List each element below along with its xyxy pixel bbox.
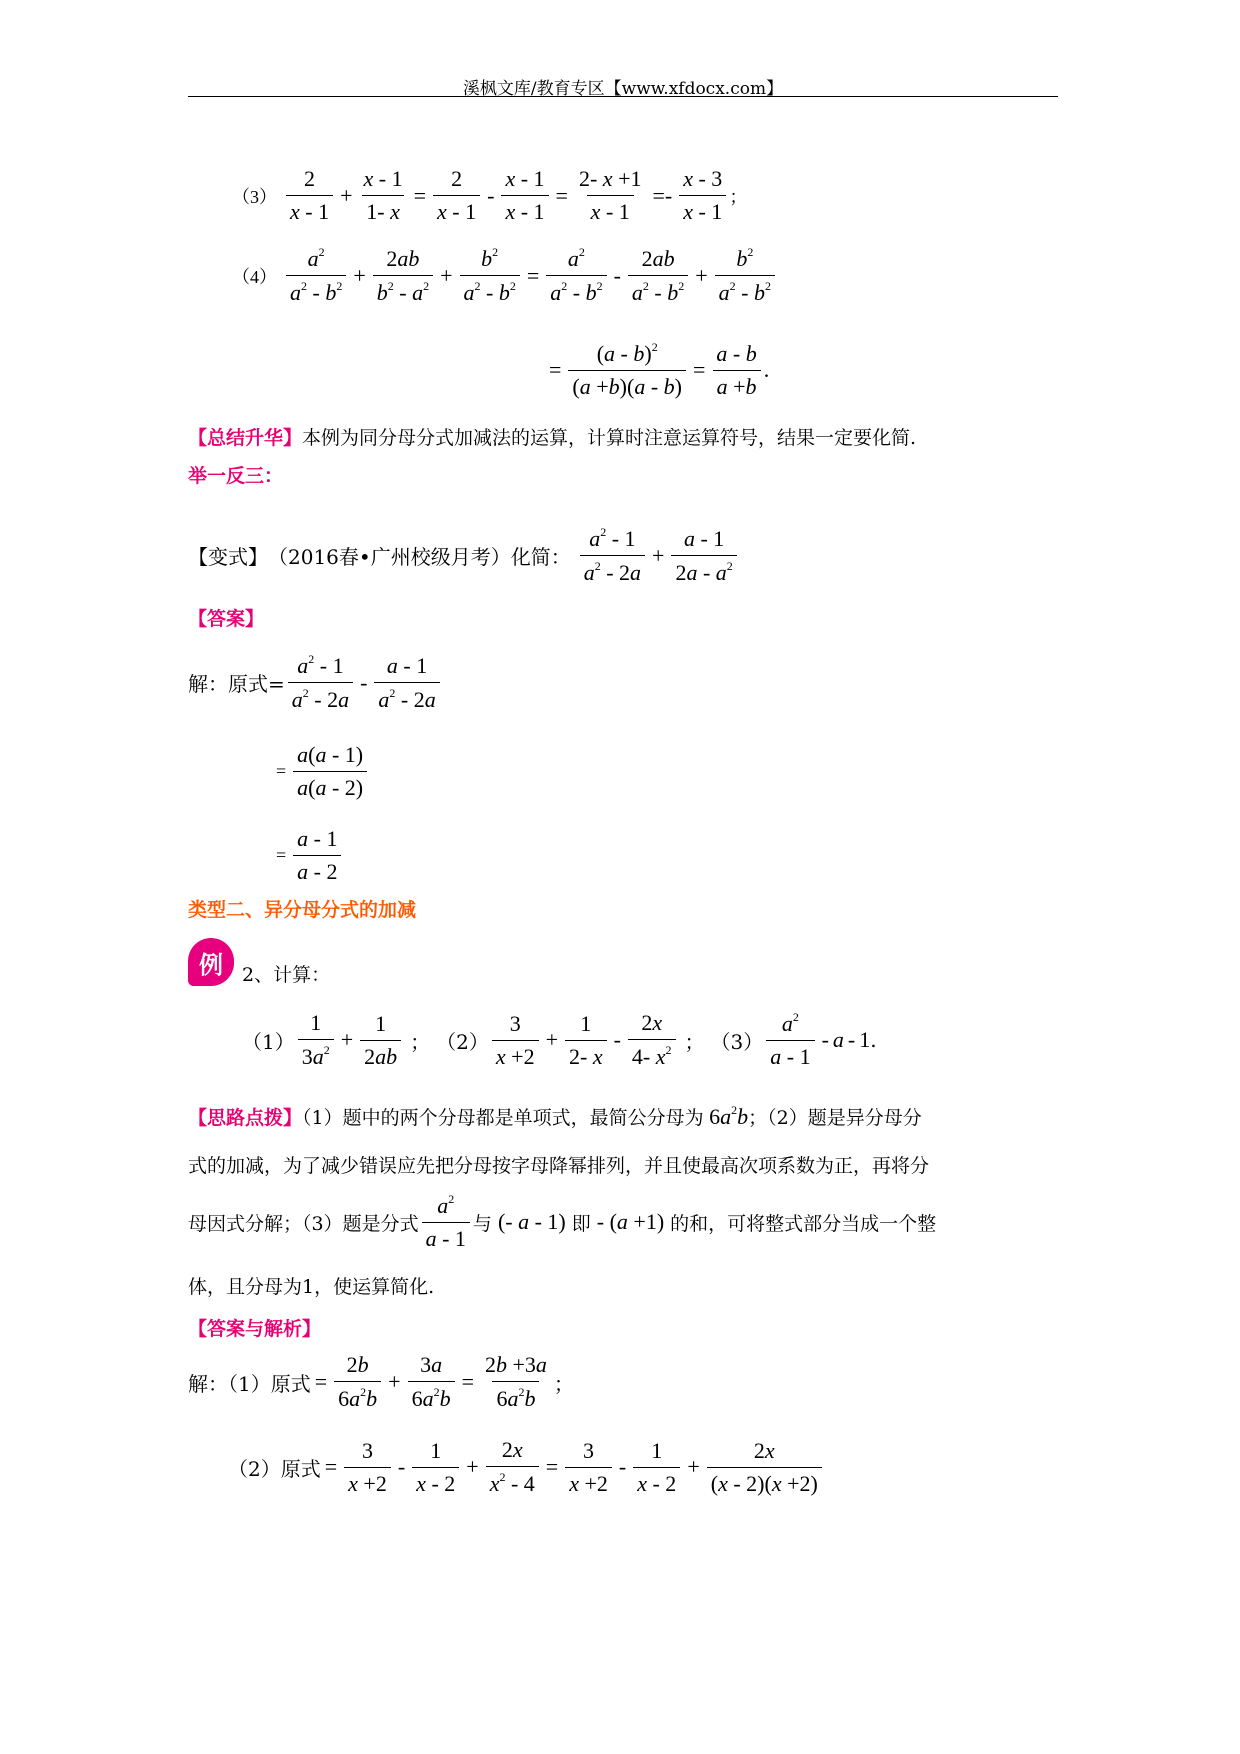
summary-tag: 【总结升华】 xyxy=(188,427,303,449)
part-2-label: （2） xyxy=(436,1029,489,1054)
equation-4: （4） $a^2$ $a^2 - b^2$ + $\frac{2ab}{b^2 - a^2}$ + $\frac{b^2}{a^2 - b^2}$ = $\frac{a^2}{a^2 - b^2}$ - 2ab $a^2 - b^2$ + $\frac{b^2}{a^2 - b^2}$ xyxy=(232,245,778,306)
solution-1-end: ； xyxy=(553,1371,574,1396)
parts-end: . xyxy=(870,1028,877,1052)
answer-line-2: = $\frac{a(a - 1)}{a(a - 2)}$ xyxy=(272,742,370,801)
solution-1: 解：（1）原式 = $\frac{2b}{6a^2b}$ + $\frac{3a}{6a^2b}$ = $\frac{2b +3a}{6a^2b}$ ； xyxy=(188,1352,574,1411)
answer-tag: 【答案】 xyxy=(188,608,265,630)
silu-tag: 【思路点拨】 xyxy=(188,1107,303,1129)
silu-t2: ；（2）题是异分母分 xyxy=(748,1107,922,1129)
summary-text: 本例为同分母分式加减法的运算，计算时注意运算符号，结果一定要化简. xyxy=(302,427,917,449)
juyi-fansan: 举一反三： xyxy=(188,465,284,487)
answer-line-3: = $\frac{a - 1}{a - 2}$ xyxy=(272,826,344,885)
label-3: （3） xyxy=(232,186,277,207)
silu-t4: 与 xyxy=(472,1212,492,1235)
silu-t6: 的和，可将整式部分当成一个整 xyxy=(670,1212,937,1235)
answer-jie: 解：原式= xyxy=(188,672,285,696)
part-2-sep: ； xyxy=(684,1029,705,1054)
variant-tag: 【变式】 xyxy=(188,545,268,569)
answer-line-1: 解：原式= $a^2 - 1$ $a^2 - 2a$ - a - 1 $a^2 - 2a$ xyxy=(188,652,443,713)
lcd-expr: $6a^2b$ xyxy=(703,1103,749,1129)
silu-line-1 xyxy=(188,1093,1058,1135)
end-4: . xyxy=(763,357,770,382)
end-3: ； xyxy=(729,186,748,207)
equation-4-cont: = $\frac{(a - b)^2}{(a +b)(a - b)}$ = $\frac{a - b}{a +b}$ . xyxy=(549,340,770,399)
variant-text: （2016春•广州校级月考）化简： xyxy=(268,545,571,569)
jiexi-tag: 【答案与解析】 xyxy=(188,1318,322,1340)
silu-line-4: 体，且分母为1，使运算简化. xyxy=(188,1276,435,1298)
label-4: （4） xyxy=(232,266,277,287)
silu-line-2: 式的加减，为了减少错误应先把分母按字母降幂排列，并且使最高次项系数为正，再将分 xyxy=(188,1155,930,1177)
page-header: 溪枫文库/教育专区【www.xfdocx.com】 xyxy=(462,79,784,99)
type2-heading: 类型二、异分母分式的加减 xyxy=(188,899,417,921)
silu-t5: 即 xyxy=(571,1212,591,1235)
part-3-label: （3） xyxy=(710,1029,764,1054)
summary xyxy=(188,425,916,451)
example2-parts: （1） 1 $3a^2$ + $\frac{1}{2ab}$ ； （2） 3 x +2 + $\frac{1}{2- x}$ - 2x 4- $x^2$ ； （3） $a^2$ a - 1 - a - 1 . xyxy=(242,1010,877,1069)
silu-t3: 母因式分解；（3）题是分式 xyxy=(188,1212,419,1235)
solution-2: （2）原式 = $\frac{3}{x +2}$ - 1 x - 2 + $\frac{2x}{x^2 - 4}$ = $\frac{3}{x +2}$ - 1 x - 2 + $\frac{2x}{(x - 2)(x +2)}$ xyxy=(228,1437,825,1497)
variant-problem: 【变式】 （2016春•广州校级月考）化简： $a^2 - 1$ $a^2 - 2a$ + $\frac{a - 1}{2a - a^2}$ xyxy=(188,525,740,586)
solution-1-label: 解：（1）原式 xyxy=(188,1371,311,1396)
example2-title: 2、计算： xyxy=(242,964,331,986)
solution-2-label: （2）原式 xyxy=(228,1456,321,1481)
example-badge: 例 xyxy=(188,938,234,986)
header-rule xyxy=(188,96,1058,97)
equation-3: （3） 2 x - 1 + $\frac{x - 1}{1- x}$ = $\frac{2}{x - 1}$ - $\frac{x - 1}{x - 1}$ = $\frac{2- x +1}{x - 1}$ =- x - 3 x - 1 ； xyxy=(232,166,748,224)
silu-line-3: 母因式分解；（3）题是分式 $a^2$ a - 1 与 (- a - 1) 即 - (a +1) 的和，可将整式部分当成一个整 xyxy=(188,1192,937,1251)
part-1-label: （1） xyxy=(242,1029,295,1054)
part-1-sep: ； xyxy=(410,1029,431,1054)
silu-t1: （1）题中的两个分母都是单项式，最简公分母为 xyxy=(302,1107,704,1129)
